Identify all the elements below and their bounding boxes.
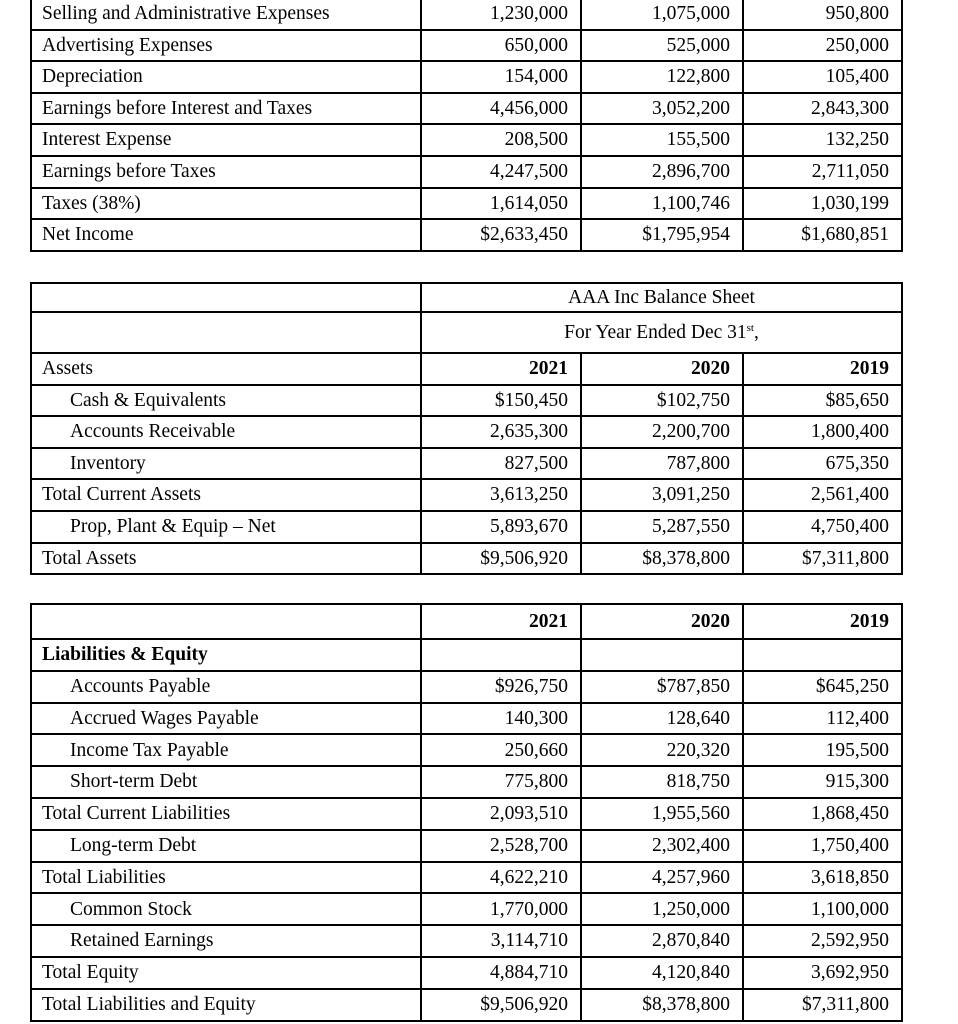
value-cell: 5,287,550 [581, 511, 743, 543]
value-cell: 2,635,300 [421, 416, 581, 448]
value-cell: 195,500 [743, 734, 902, 766]
value-cell: 112,400 [743, 703, 902, 735]
row-label: Total Equity [31, 957, 421, 989]
empty-cell [31, 283, 421, 312]
balance-sheet-title: AAA Inc Balance Sheet [421, 283, 902, 312]
value-cell: 2,711,050 [743, 156, 902, 188]
value-cell: $9,506,920 [421, 989, 581, 1021]
value-cell: $787,850 [581, 671, 743, 703]
value-cell: $150,450 [421, 385, 581, 417]
row-label: Long-term Debt [31, 830, 421, 862]
value-cell: 818,750 [581, 766, 743, 798]
table-row [31, 30, 902, 62]
value-cell: 1,614,050 [421, 188, 581, 220]
year-header: 2019 [743, 604, 902, 639]
row-label: Accounts Payable [31, 671, 421, 703]
balance-sheet-assets-table [30, 282, 903, 575]
table-row [31, 61, 902, 93]
value-cell: 155,500 [581, 124, 743, 156]
value-cell: 525,000 [581, 30, 743, 62]
table-row [31, 734, 902, 766]
value-cell: 1,100,746 [581, 188, 743, 220]
row-label: Common Stock [31, 893, 421, 925]
table-row [31, 156, 902, 188]
value-cell: $8,378,800 [581, 543, 743, 575]
value-cell: 2,896,700 [581, 156, 743, 188]
value-cell: 250,000 [743, 30, 902, 62]
assets-section-label: Assets [31, 353, 421, 385]
year-header: 2020 [581, 604, 743, 639]
value-cell: 4,247,500 [421, 156, 581, 188]
value-cell: $926,750 [421, 671, 581, 703]
title-row [31, 283, 902, 312]
income-statement-body [31, 0, 902, 251]
subtitle-superscript: st [746, 321, 754, 334]
value-cell: 3,692,950 [743, 957, 902, 989]
value-cell: 650,000 [421, 30, 581, 62]
row-label: Prop, Plant & Equip – Net [31, 511, 421, 543]
value-cell: 122,800 [581, 61, 743, 93]
table-row [31, 671, 902, 703]
value-cell: 2,843,300 [743, 93, 902, 125]
value-cell: 4,456,000 [421, 93, 581, 125]
value-cell: 827,500 [421, 448, 581, 480]
table-row [31, 798, 902, 830]
table-row [31, 703, 902, 735]
row-label: Earnings before Taxes [31, 156, 421, 188]
value-cell: 4,120,840 [581, 957, 743, 989]
value-cell: 1,868,450 [743, 798, 902, 830]
value-cell: 1,800,400 [743, 416, 902, 448]
row-label: Taxes (38%) [31, 188, 421, 220]
value-cell: 3,052,200 [581, 93, 743, 125]
year-header: 2020 [581, 353, 743, 385]
subtitle-text: For Year Ended Dec 31 [564, 321, 747, 343]
liabilities-body [31, 604, 902, 1021]
empty-cell [31, 312, 421, 353]
row-label: Selling and Administrative Expenses [31, 0, 421, 30]
value-cell: $7,311,800 [743, 989, 902, 1021]
value-cell: 1,955,560 [581, 798, 743, 830]
subtitle-suffix: , [754, 321, 759, 343]
row-label: Total Liabilities and Equity [31, 989, 421, 1021]
assets-header-row [31, 353, 902, 385]
liabilities-section-label: Liabilities & Equity [31, 639, 421, 671]
value-cell: 5,893,670 [421, 511, 581, 543]
value-cell: 3,114,710 [421, 925, 581, 957]
value-cell: 4,884,710 [421, 957, 581, 989]
table-row [31, 448, 902, 480]
table-row [31, 511, 902, 543]
row-label: Total Current Assets [31, 479, 421, 511]
value-cell: 132,250 [743, 124, 902, 156]
value-cell: 1,075,000 [581, 0, 743, 30]
row-label: Accounts Receivable [31, 416, 421, 448]
balance-sheet-subtitle [421, 312, 902, 353]
value-cell: 2,302,400 [581, 830, 743, 862]
year-header: 2021 [421, 353, 581, 385]
year-header: 2019 [743, 353, 902, 385]
value-cell: $1,795,954 [581, 219, 743, 251]
value-cell: 1,750,400 [743, 830, 902, 862]
table-row [31, 862, 902, 894]
year-header: 2021 [421, 604, 581, 639]
value-cell: $8,378,800 [581, 989, 743, 1021]
table-row [31, 0, 902, 30]
value-cell: 3,618,850 [743, 862, 902, 894]
table-row [31, 479, 902, 511]
table-row [31, 893, 902, 925]
value-cell: $645,250 [743, 671, 902, 703]
value-cell: 2,870,840 [581, 925, 743, 957]
subtitle-row [31, 312, 902, 353]
value-cell: 154,000 [421, 61, 581, 93]
value-cell: 2,528,700 [421, 830, 581, 862]
table-row [31, 219, 902, 251]
row-label: Depreciation [31, 61, 421, 93]
empty-cell [421, 639, 581, 671]
row-label: Total Liabilities [31, 862, 421, 894]
value-cell: 2,093,510 [421, 798, 581, 830]
value-cell: 950,800 [743, 0, 902, 30]
empty-cell [31, 604, 421, 639]
liabilities-section-row [31, 639, 902, 671]
value-cell: 1,250,000 [581, 893, 743, 925]
table-row [31, 188, 902, 220]
row-label: Earnings before Interest and Taxes [31, 93, 421, 125]
row-label: Advertising Expenses [31, 30, 421, 62]
value-cell: 140,300 [421, 703, 581, 735]
value-cell: 1,770,000 [421, 893, 581, 925]
value-cell: $9,506,920 [421, 543, 581, 575]
table-row [31, 124, 902, 156]
table-row [31, 989, 902, 1021]
value-cell: 2,200,700 [581, 416, 743, 448]
row-label: Cash & Equivalents [31, 385, 421, 417]
value-cell: $85,650 [743, 385, 902, 417]
table-row [31, 416, 902, 448]
table-row [31, 543, 902, 575]
value-cell: 250,660 [421, 734, 581, 766]
row-label: Total Assets [31, 543, 421, 575]
value-cell: $2,633,450 [421, 219, 581, 251]
row-label: Inventory [31, 448, 421, 480]
value-cell: $1,680,851 [743, 219, 902, 251]
value-cell: 208,500 [421, 124, 581, 156]
row-label: Income Tax Payable [31, 734, 421, 766]
value-cell: 1,230,000 [421, 0, 581, 30]
value-cell: 915,300 [743, 766, 902, 798]
value-cell: 1,100,000 [743, 893, 902, 925]
table-row [31, 925, 902, 957]
row-label: Net Income [31, 219, 421, 251]
income-statement-table [30, 0, 903, 252]
value-cell: 128,640 [581, 703, 743, 735]
value-cell: 675,350 [743, 448, 902, 480]
value-cell: 1,030,199 [743, 188, 902, 220]
row-label: Accrued Wages Payable [31, 703, 421, 735]
value-cell: 220,320 [581, 734, 743, 766]
table-row [31, 766, 902, 798]
value-cell: 105,400 [743, 61, 902, 93]
table-row [31, 957, 902, 989]
row-label: Short-term Debt [31, 766, 421, 798]
value-cell: 4,750,400 [743, 511, 902, 543]
value-cell: 3,613,250 [421, 479, 581, 511]
value-cell: 4,622,210 [421, 862, 581, 894]
value-cell: 787,800 [581, 448, 743, 480]
value-cell: 2,592,950 [743, 925, 902, 957]
value-cell: 775,800 [421, 766, 581, 798]
balance-sheet-liabilities-table [30, 603, 903, 1022]
table-row [31, 385, 902, 417]
row-label: Interest Expense [31, 124, 421, 156]
assets-body [31, 283, 902, 574]
empty-cell [581, 639, 743, 671]
value-cell: $102,750 [581, 385, 743, 417]
year-header-row [31, 604, 902, 639]
table-row [31, 93, 902, 125]
value-cell: 2,561,400 [743, 479, 902, 511]
row-label: Total Current Liabilities [31, 798, 421, 830]
value-cell: $7,311,800 [743, 543, 902, 575]
row-label: Retained Earnings [31, 925, 421, 957]
value-cell: 4,257,960 [581, 862, 743, 894]
value-cell: 3,091,250 [581, 479, 743, 511]
empty-cell [743, 639, 902, 671]
table-row [31, 830, 902, 862]
